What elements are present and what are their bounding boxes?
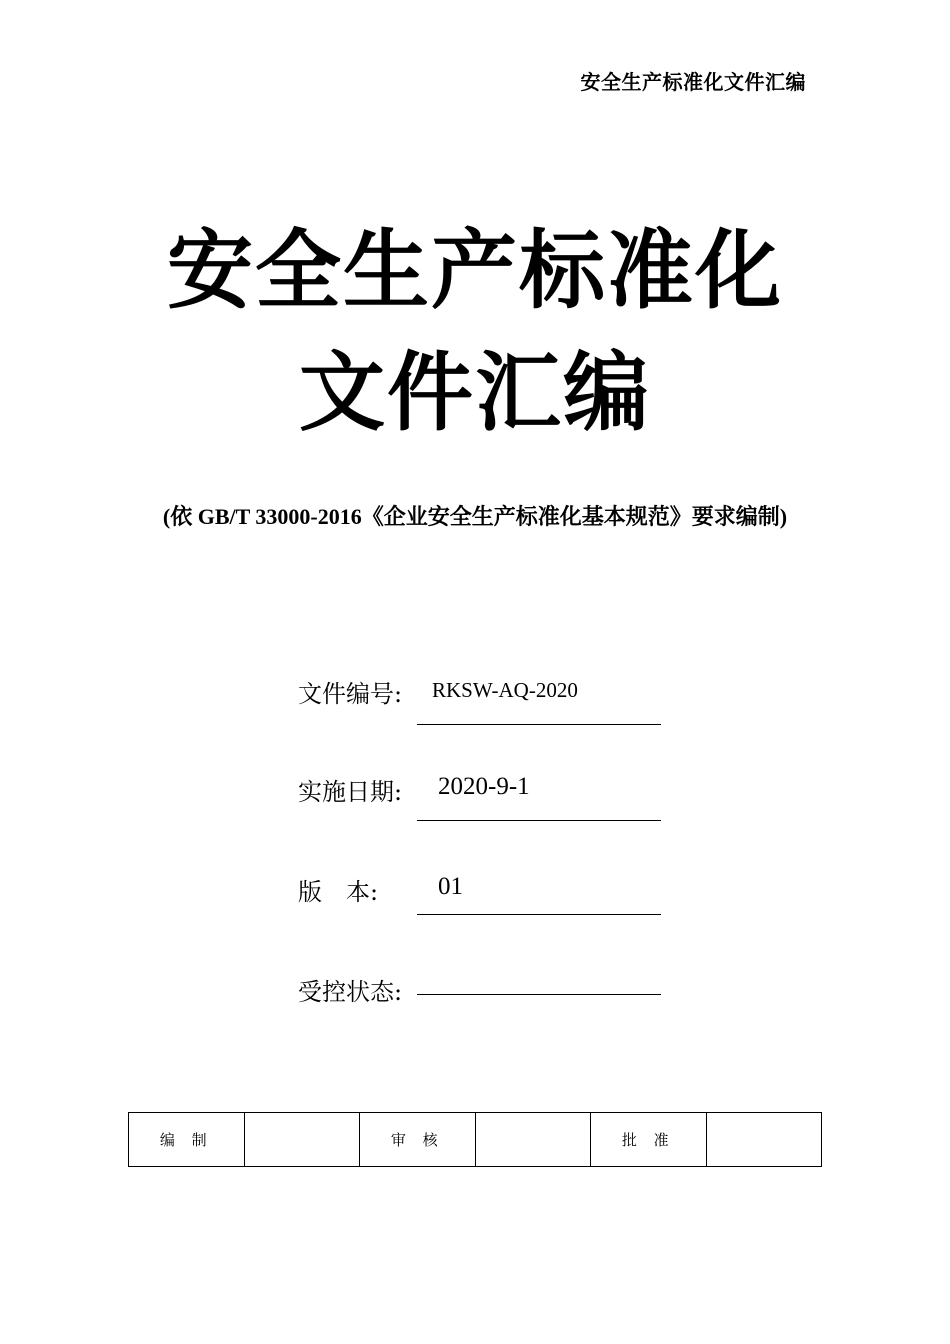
effective-date-underline [417,820,661,821]
version-label: 版 本: [298,878,379,906]
signature-row [129,1113,822,1167]
reviewed-by-cell [475,1113,591,1167]
control-status-label: 受控状态: [298,978,403,1006]
doc-number-label: 文件编号: [298,680,403,708]
document-title-line-2: 文件汇编 [299,343,651,443]
approved-by-cell [706,1113,822,1167]
prepared-by-cell [244,1113,360,1167]
version-value: 01 [438,873,463,900]
document-title-line-1: 安全生产标准化 [167,221,783,321]
reviewed-by-label: 审 核 [360,1113,476,1167]
version-underline [417,914,661,915]
control-status-underline [417,994,661,995]
effective-date-label: 实施日期: [298,778,403,806]
prepared-by-label: 编 制 [129,1113,245,1167]
running-header: 安全生产标准化文件汇编 [580,70,806,94]
document-subtitle: (依 GB/T 33000-2016《企业安全生产标准化基本规范》要求编制) [162,504,788,529]
approved-by-label: 批 准 [591,1113,707,1167]
effective-date-value: 2020-9-1 [438,773,530,800]
doc-number-underline [417,724,661,725]
doc-number-value: RKSW-AQ-2020 [432,678,578,702]
signature-table [128,1112,822,1167]
